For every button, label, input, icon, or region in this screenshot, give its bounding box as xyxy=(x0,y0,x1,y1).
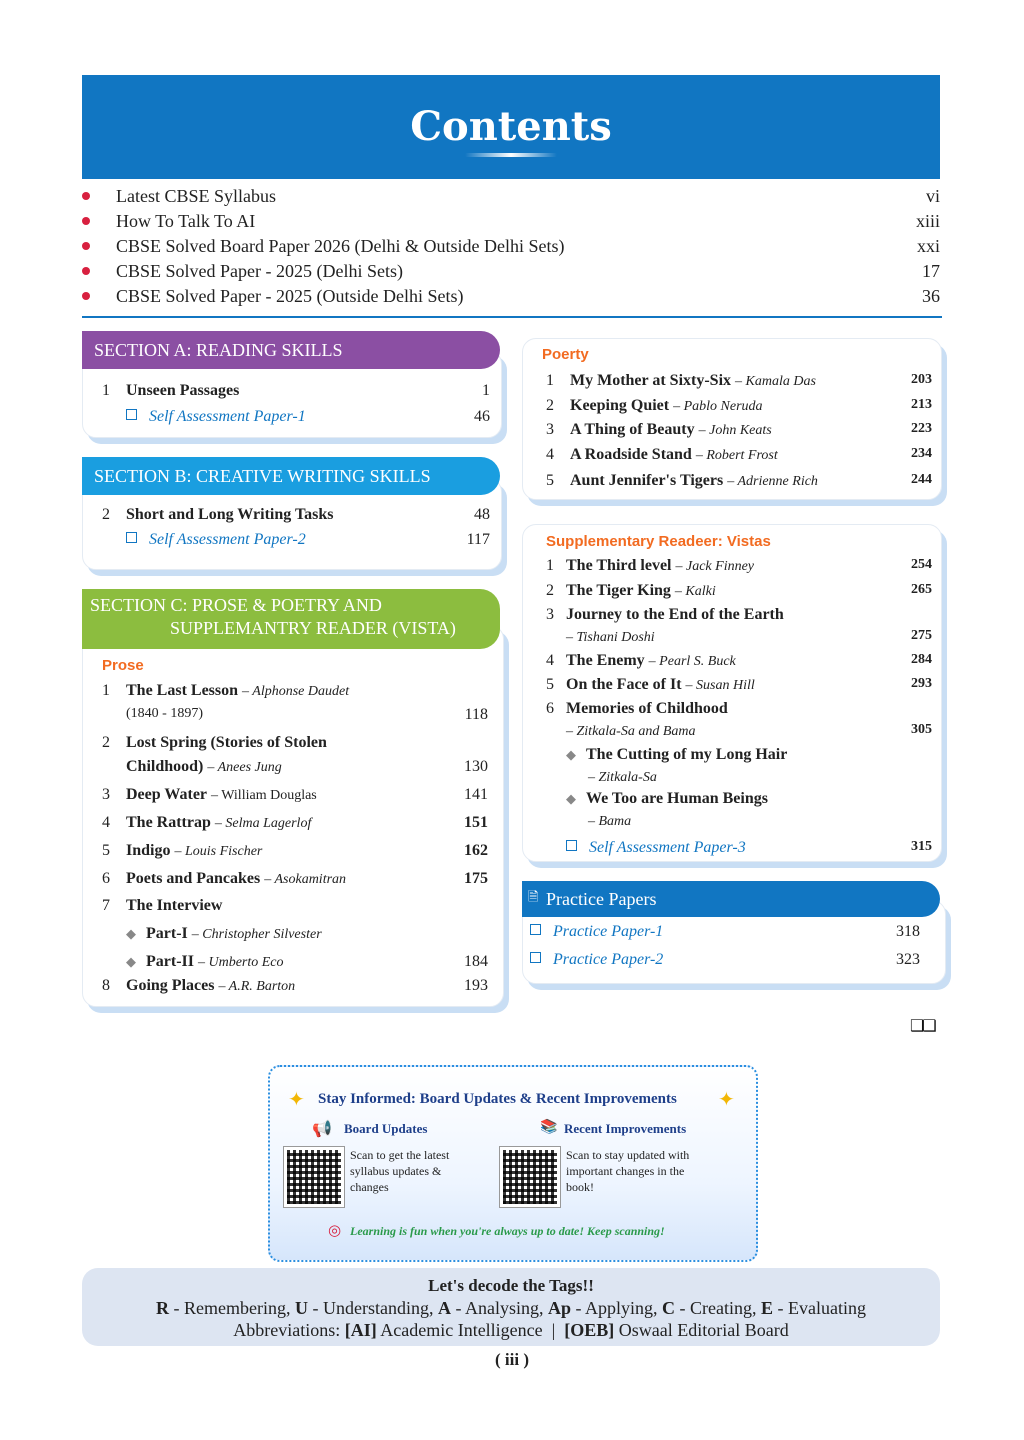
item-page: 305 xyxy=(911,722,932,737)
toc-row[interactable] xyxy=(546,446,932,464)
tag-key: R xyxy=(156,1298,170,1318)
top-contents-list xyxy=(82,186,940,311)
item-page: 175 xyxy=(464,870,488,887)
tag-value: - Understanding, xyxy=(307,1298,438,1318)
toc-row[interactable] xyxy=(102,506,490,524)
list-item[interactable]: Latest CBSE Syllabus vi xyxy=(82,186,940,211)
tag-value: - Analysing, xyxy=(450,1298,548,1318)
list-item[interactable]: CBSE Solved Paper - 2025 (Outside Delhi Sets) 36 xyxy=(82,286,940,311)
item-page: 254 xyxy=(911,557,932,572)
item-title: The Enemy xyxy=(566,652,645,669)
item-page: 213 xyxy=(911,397,932,412)
item-number: 1 xyxy=(102,682,110,699)
toc-row[interactable] xyxy=(102,897,488,915)
section-c-title-line2: SUPPLEMANTRY READER (VISTA) xyxy=(170,618,456,638)
toc-row[interactable] xyxy=(546,557,932,575)
tags-legend-box xyxy=(82,1268,940,1346)
toc-row[interactable] xyxy=(102,786,488,804)
item-title: Lost Spring (Stories of Stolen xyxy=(126,734,327,751)
tag-key: [AI] xyxy=(344,1320,377,1340)
item-page: 151 xyxy=(464,814,488,831)
item-author: – Pablo Neruda xyxy=(673,399,763,414)
item-author: – Adrienne Rich xyxy=(727,474,818,489)
item-title: The Third level xyxy=(566,557,672,574)
item-number: 4 xyxy=(546,446,554,463)
text-line: changes xyxy=(350,1180,389,1194)
toc-row-continued xyxy=(566,722,932,740)
item-number: 3 xyxy=(102,786,110,803)
item-author: – Louis Fischer xyxy=(174,844,263,859)
board-updates-text xyxy=(350,1147,449,1195)
item-page: 223 xyxy=(911,421,932,436)
sparkle-icon: ✦ xyxy=(718,1087,735,1111)
item-title: A Thing of Beauty xyxy=(570,421,695,438)
item-title: We Too are Human Beings xyxy=(586,790,768,807)
self-assessment-row[interactable] xyxy=(126,531,490,549)
bullet-icon xyxy=(82,217,90,225)
item-author: – Kalki xyxy=(674,584,716,599)
poetry-heading: Poerty xyxy=(542,346,589,363)
toc-row[interactable] xyxy=(546,652,932,670)
bullet-icon xyxy=(82,242,90,250)
toc-row[interactable] xyxy=(102,382,490,400)
item-number: 4 xyxy=(546,652,554,669)
tag-value: - Creating, xyxy=(675,1298,761,1318)
list-item[interactable]: How To Talk To AI xiii xyxy=(82,211,940,236)
tag-key: E xyxy=(760,1298,773,1318)
bullet-icon xyxy=(82,267,90,275)
toc-row[interactable] xyxy=(546,700,932,718)
item-title: Keeping Quiet xyxy=(570,397,670,414)
toc-subrow[interactable] xyxy=(566,790,932,808)
item-title: Self Assessment Paper-2 xyxy=(149,531,306,548)
item-page: 117 xyxy=(466,531,490,548)
section-c-title-line1: SECTION C: PROSE & POETRY AND xyxy=(90,595,382,615)
tag-key: Ap xyxy=(547,1298,571,1318)
item-title: Part-I xyxy=(146,925,188,942)
recent-improvements-qr-code[interactable] xyxy=(500,1147,560,1207)
separator: | xyxy=(542,1320,565,1340)
toc-row-continued xyxy=(588,812,928,830)
item-page: 48 xyxy=(474,506,490,523)
item-title: Going Places xyxy=(126,977,215,994)
item-author: – Umberto Eco xyxy=(197,955,284,970)
board-updates-title: Board Updates xyxy=(344,1121,428,1136)
practice-banner[interactable] xyxy=(522,881,940,917)
tag-key: [OEB] xyxy=(564,1320,615,1340)
item-page: 234 xyxy=(911,446,932,461)
text-line: book! xyxy=(566,1180,594,1194)
item-number: 1 xyxy=(546,557,554,574)
item-author: – Selma Lagerlof xyxy=(214,816,312,831)
item-author: – John Keats xyxy=(698,423,772,438)
toc-row-continued xyxy=(126,758,488,776)
toc-row[interactable] xyxy=(102,870,488,888)
item-number: 2 xyxy=(546,397,554,414)
item-author: – Zitkala-Sa xyxy=(588,770,657,785)
tag-value: Academic Intelligence xyxy=(376,1320,543,1340)
item-number: 2 xyxy=(102,734,110,751)
checkbox-icon xyxy=(530,924,541,935)
recent-improvements-title: Recent Improvements xyxy=(564,1121,687,1136)
item-page: 203 xyxy=(911,372,932,387)
item-author: – William Douglas xyxy=(211,788,317,803)
end-mark: ❑❑ xyxy=(910,1016,935,1035)
toc-row[interactable] xyxy=(546,472,932,490)
item-page: 323 xyxy=(896,951,920,968)
practice-row[interactable] xyxy=(530,923,920,941)
toc-row[interactable] xyxy=(546,372,932,390)
item-number: 2 xyxy=(102,506,110,523)
bullet-icon xyxy=(82,192,90,200)
item-author: – Susan Hill xyxy=(685,678,755,693)
item-author: – A.R. Barton xyxy=(218,979,296,994)
diamond-icon: ◆ xyxy=(566,747,576,762)
item-title: Journey to the End of the Earth xyxy=(566,606,784,623)
tags-line2 xyxy=(82,1320,940,1341)
section-c-banner[interactable] xyxy=(82,589,500,649)
item-title: A Roadside Stand xyxy=(570,446,692,463)
item-title: Self Assessment Paper-1 xyxy=(149,408,306,425)
document-icon: 🗎 xyxy=(528,889,539,904)
board-updates-qr-code[interactable] xyxy=(284,1147,344,1207)
tag-value: - Evaluating xyxy=(773,1298,866,1318)
item-title: Practice Paper-2 xyxy=(553,951,664,968)
toc-subrow[interactable] xyxy=(126,953,488,971)
item-author: – Robert Frost xyxy=(695,448,778,463)
item-page: 318 xyxy=(896,923,920,940)
item-author: – Alphonse Daudet xyxy=(242,684,350,699)
item-title: My Mother at Sixty-Six xyxy=(570,372,732,389)
self-assessment-row[interactable] xyxy=(566,839,932,857)
item-page: 184 xyxy=(464,953,488,970)
item-number: 6 xyxy=(102,870,110,887)
toc-row-continued xyxy=(126,706,488,722)
tag-value: - Remembering, xyxy=(169,1298,295,1318)
checkbox-icon xyxy=(126,409,137,420)
item-author: – Bama xyxy=(588,814,632,829)
tag-key: C xyxy=(662,1298,675,1318)
list-item[interactable]: CBSE Solved Board Paper 2026 (Delhi & Outside Delhi Sets) xxi xyxy=(82,236,940,261)
item-number: 3 xyxy=(546,421,554,438)
contents-header xyxy=(82,75,940,179)
checkbox-icon xyxy=(566,840,577,851)
sparkle-icon: ✦ xyxy=(288,1087,305,1111)
item-page: 193 xyxy=(464,977,488,994)
item-title: Self Assessment Paper-3 xyxy=(589,839,746,856)
item-title: Practice Paper-1 xyxy=(553,923,664,940)
toc-row[interactable] xyxy=(546,582,932,600)
item-title: Short and Long Writing Tasks xyxy=(126,506,334,523)
item-number: 2 xyxy=(546,582,554,599)
item-number: 3 xyxy=(546,606,554,623)
stay-title: Stay Informed: Board Updates & Recent Improvements xyxy=(318,1091,677,1107)
item-author: – Asokamitran xyxy=(264,872,347,887)
item-page: 265 xyxy=(911,582,932,597)
toc-row[interactable] xyxy=(546,606,932,624)
item-title: The Tiger King xyxy=(566,582,671,599)
toc-row[interactable] xyxy=(102,842,488,860)
item-number: 6 xyxy=(546,700,554,717)
toc-row[interactable] xyxy=(102,734,488,752)
text-line: Scan to get the latest xyxy=(350,1148,450,1162)
tag-key: U xyxy=(294,1298,308,1318)
text-line: important changes in the xyxy=(566,1164,685,1178)
item-title: Memories of Childhood xyxy=(566,700,728,717)
tag-value: - Applying, xyxy=(570,1298,662,1318)
item-page: 118 xyxy=(464,706,488,723)
toc-row[interactable] xyxy=(546,421,932,439)
recent-improvements-text xyxy=(566,1147,689,1195)
section-b-title: SECTION B: CREATIVE WRITING SKILLS xyxy=(94,466,431,486)
toc-row[interactable] xyxy=(546,397,932,415)
checkbox-icon xyxy=(126,532,137,543)
item-page: 315 xyxy=(911,839,932,854)
item-author: – Tishani Doshi xyxy=(566,630,655,645)
item-number: 4 xyxy=(102,814,110,831)
item-page: 141 xyxy=(464,786,488,803)
page-number: ( iii ) xyxy=(495,1350,529,1369)
item-title: Deep Water xyxy=(126,786,208,803)
vistas-heading: Supplementary Readeer: Vistas xyxy=(546,533,771,550)
stay-footer: Learning is fun when you're always up to date! Keep scanning! xyxy=(350,1224,665,1238)
prose-heading: Prose xyxy=(102,657,144,674)
page-title: Contents xyxy=(410,103,612,150)
diamond-icon: ◆ xyxy=(126,954,136,969)
text-line: Scan to stay updated with xyxy=(566,1148,690,1162)
bullet-icon xyxy=(82,292,90,300)
item-title-continued: Childhood) xyxy=(126,758,204,775)
practice-row[interactable] xyxy=(530,951,920,969)
toc-row-continued xyxy=(566,628,932,646)
item-author: – Anees Jung xyxy=(207,760,282,775)
item-number: 1 xyxy=(546,372,554,389)
self-assessment-row[interactable] xyxy=(126,408,490,426)
toc-subrow[interactable] xyxy=(566,746,932,764)
item-title: Indigo xyxy=(126,842,171,859)
item-title: The Interview xyxy=(126,897,223,914)
item-number: 7 xyxy=(102,897,110,914)
item-page: 284 xyxy=(911,652,932,667)
item-title: The Rattrap xyxy=(126,814,211,831)
toc-row-continued xyxy=(588,768,928,786)
item-page: 1 xyxy=(482,382,490,399)
section-a-banner[interactable] xyxy=(82,331,500,369)
tag-key: A xyxy=(437,1298,451,1318)
divider xyxy=(82,316,942,318)
item-page: 293 xyxy=(911,676,932,691)
abbrev-prefix: Abbreviations: xyxy=(233,1320,345,1340)
item-title: The Last Lesson xyxy=(126,682,239,699)
item-author: – Zitkala-Sa and Bama xyxy=(566,724,696,739)
diamond-icon: ◆ xyxy=(126,926,136,941)
item-title: Unseen Passages xyxy=(126,382,240,399)
item-page: 244 xyxy=(911,472,932,487)
book-icon: 📚 xyxy=(540,1119,558,1135)
title-underline xyxy=(465,153,557,157)
item-title: Aunt Jennifer's Tigers xyxy=(570,472,724,489)
item-number: 1 xyxy=(102,382,110,399)
item-number: 5 xyxy=(546,472,554,489)
text-line: syllabus updates & xyxy=(350,1164,442,1178)
toc-row[interactable] xyxy=(546,676,932,694)
tags-title: Let's decode the Tags!! xyxy=(428,1276,594,1295)
stay-informed-box xyxy=(268,1065,758,1262)
item-title: The Cutting of my Long Hair xyxy=(586,746,788,763)
item-page: 162 xyxy=(464,842,488,859)
item-subtitle: (1840 - 1897) xyxy=(126,706,203,721)
list-item[interactable]: CBSE Solved Paper - 2025 (Delhi Sets) 17 xyxy=(82,261,940,286)
tag-value: Oswaal Editorial Board xyxy=(614,1320,789,1340)
item-number: 5 xyxy=(546,676,554,693)
item-author: – Kamala Das xyxy=(735,374,816,389)
item-author: – Jack Finney xyxy=(675,559,755,574)
target-icon: ◎ xyxy=(328,1221,342,1239)
megaphone-icon: 📢 xyxy=(312,1119,332,1138)
item-page: 275 xyxy=(911,628,932,643)
toc-row[interactable] xyxy=(102,814,488,832)
section-a-title: SECTION A: READING SKILLS xyxy=(94,340,343,360)
item-page: 46 xyxy=(474,408,490,425)
diamond-icon: ◆ xyxy=(566,791,576,806)
item-author: – Christopher Silvester xyxy=(191,927,322,942)
section-b-banner[interactable] xyxy=(82,457,500,495)
item-number: 5 xyxy=(102,842,110,859)
item-title: Part-II xyxy=(146,953,194,970)
item-author: – Pearl S. Buck xyxy=(648,654,736,669)
item-title: On the Face of It xyxy=(566,676,682,693)
item-number: 8 xyxy=(102,977,110,994)
toc-row[interactable] xyxy=(102,682,488,700)
tags-line1 xyxy=(82,1298,940,1319)
practice-title: Practice Papers xyxy=(546,889,657,909)
checkbox-icon xyxy=(530,952,541,963)
toc-subrow[interactable] xyxy=(126,925,488,943)
toc-row[interactable] xyxy=(102,977,488,995)
item-title: Poets and Pancakes xyxy=(126,870,261,887)
item-page: 130 xyxy=(464,758,488,775)
